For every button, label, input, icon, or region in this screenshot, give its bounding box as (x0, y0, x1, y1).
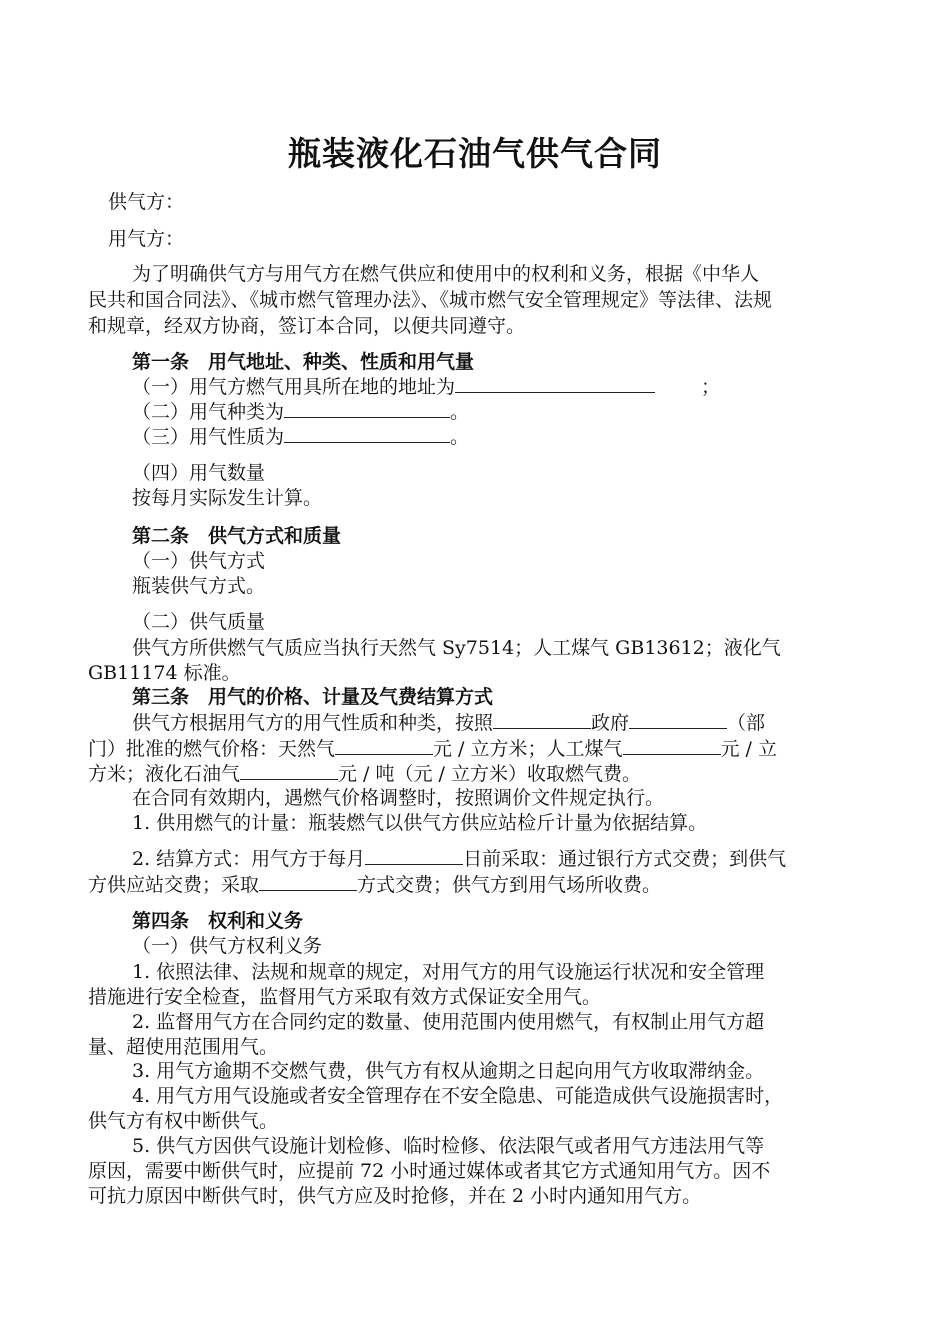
intro-line-1: 为了明确供气方与用气方在燃气供应和使用中的权利和义务，根据《中华人 (132, 263, 760, 285)
article2-item2-title: （二）供气质量 (132, 611, 266, 633)
article4-line-9: 原因，需要中断供气时，应提前 72 小时通过媒体或者其它方式通知用气方。因不 (88, 1160, 771, 1182)
price-text-b: 政府 (591, 712, 630, 734)
article1-item1-text: （一）用气方燃气用具所在地的地址为 (132, 376, 456, 398)
lpg-price-blank (240, 762, 338, 780)
article1-item1-end: ； (701, 376, 721, 398)
article1-item1 (132, 375, 950, 399)
article4-line-5: 3. 用气方逾期不交燃气费，供气方有权从逾期之日起向用气方收取滞纳金。 (132, 1060, 765, 1082)
article3-price-adjust: 在合同有效期内，遇燃气价格调整时，按照调价文件规定执行。 (132, 787, 665, 809)
price-text-h: 元 / 吨（元 / 立方米）收取燃气费。 (338, 763, 641, 785)
article4-line-4: 量、超使用范围用气。 (88, 1036, 279, 1058)
price-text-c: （部 (727, 712, 766, 734)
article2-item2-body-1: 供气方所供燃气气质应当执行天然气 Sy7514；人工煤气 GB13612；液化气 (132, 637, 781, 659)
article1-item3 (132, 425, 950, 449)
natural-gas-price-blank (335, 737, 433, 755)
article3-price-line-2 (88, 737, 950, 761)
address-blank (455, 375, 655, 393)
coal-gas-price-blank (623, 737, 721, 755)
article3-settlement-1 (132, 847, 950, 871)
supplier-party-label: 供气方： (108, 191, 185, 213)
article4-line-6: 4. 用气方用气设施或者安全管理存在不安全隐患、可能造成供气设施损害时， (132, 1085, 784, 1107)
article4-line-8: 5. 供气方因供气设施计划检修、临时检修、依法限气或者用气方违法用气等 (132, 1135, 765, 1157)
price-text-g: 方米；液化石油气 (88, 763, 241, 785)
article2-item2-body-2: GB11174 标准。 (88, 662, 241, 684)
user-party-label: 用气方： (108, 228, 185, 250)
price-text-e: 元 / 立方米；人工煤气 (433, 738, 623, 760)
price-text-a: 供气方根据用气方的用气性质和种类，按照 (132, 712, 494, 734)
article4-line-2: 措施进行安全检查，监督用气方采取有效方式保证安全用气。 (88, 986, 602, 1008)
price-text-f: 元 / 立 (720, 738, 777, 760)
article4-line-7: 供气方有权中断供气。 (88, 1110, 279, 1132)
article3-metering: 1. 供用燃气的计量：瓶装燃气以供气方供应站检斤计量为依据结算。 (132, 812, 708, 834)
article4-line-3: 2. 监督用气方在合同约定的数量、使用范围内使用燃气，有权制止用气方超 (132, 1011, 765, 1033)
article3-price-line-3 (88, 762, 950, 786)
article2-item1-title: （一）供气方式 (132, 550, 266, 572)
article2-item1-body: 瓶装供气方式。 (132, 575, 266, 597)
settlement-text-b: 日前采取：通过银行方式交费；到供气 (463, 848, 787, 870)
article1-item4-body: 按每月实际发生计算。 (132, 487, 323, 509)
article1-item3-text: （三）用气性质为 (132, 426, 285, 448)
settlement-day-blank (365, 847, 463, 865)
article1-item4-title: （四）用气数量 (132, 462, 266, 484)
gas-nature-blank (284, 425, 450, 443)
intro-line-3: 和规章，经双方协商，签订本合同，以便共同遵守。 (88, 315, 526, 337)
intro-line-2: 民共和国合同法》、《城市燃气管理办法》、《城市燃气安全管理规定》等法律、法规 (88, 289, 773, 311)
article2-heading: 第二条 供气方式和质量 (132, 525, 342, 547)
article1-heading: 第一条 用气地址、种类、性质和用气量 (132, 351, 475, 373)
article3-settlement-2 (88, 873, 950, 897)
contract-title: 瓶装液化石油气供气合同 (288, 134, 662, 173)
settlement-text-d: 方式交费；供气方到用气场所收费。 (357, 874, 662, 896)
article4-sub1: （一）供气方权利义务 (132, 935, 323, 957)
price-department-blank (629, 711, 727, 729)
article3-price-line-1 (132, 711, 950, 735)
price-text-d: 门）批准的燃气价格：天然气 (88, 738, 336, 760)
article4-heading: 第四条 权利和义务 (132, 910, 304, 932)
price-authority-blank (493, 711, 591, 729)
article4-line-1: 1. 依照法律、法规和规章的规定，对用气方的用气设施运行状况和安全管理 (132, 961, 765, 983)
article1-item2-end: 。 (450, 401, 470, 423)
gas-type-blank (284, 400, 450, 418)
article1-item3-end: 。 (450, 426, 470, 448)
settlement-text-a: 2. 结算方式：用气方于每月 (132, 848, 366, 870)
article3-heading: 第三条 用气的价格、计量及气费结算方式 (132, 686, 494, 708)
article4-line-10: 可抗力原因中断供气时，供气方应及时抢修，并在 2 小时内通知用气方。 (88, 1185, 702, 1207)
settlement-text-c: 方供应站交费；采取 (88, 874, 260, 896)
article1-item2-text: （二）用气种类为 (132, 401, 285, 423)
payment-method-blank (259, 873, 357, 891)
article1-item2 (132, 400, 950, 424)
